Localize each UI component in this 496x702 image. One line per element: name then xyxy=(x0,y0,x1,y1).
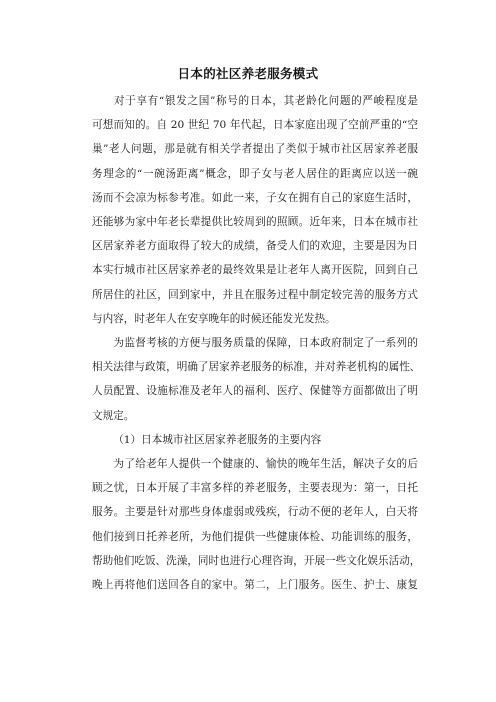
text-line: 与内容，时老年人在安享晚年的时候还能发光发热。 xyxy=(92,312,336,325)
text-line: 可想而知的。自 20 世纪 70 年代起，日本家庭出现了空前严重的“空 xyxy=(92,119,418,132)
paragraph-1 xyxy=(92,89,418,331)
text-line: 文规定。 xyxy=(92,409,135,422)
text-line: 巢”老人问题，那是就有相关学者提出了类似于城市社区居家养老服 xyxy=(92,143,418,156)
document-body xyxy=(92,89,421,597)
text-line: 为了给老年人提供一个健康的、愉快的晚年生活，解决子女的后 xyxy=(113,458,418,471)
text-line: 所居住的社区，回到家中，并且在服务过程中制定较完善的服务方式 xyxy=(92,288,418,301)
text-line: 区居家养老方面取得了较大的成绩，备受人们的欢迎，主要是因为日 xyxy=(92,240,418,253)
paragraph-3 xyxy=(92,452,421,597)
text-line: 为监督考核的方便与服务质量的保障，日本政府制定了一系列的 xyxy=(113,337,418,350)
paragraph-2 xyxy=(92,331,421,428)
section-heading-1 xyxy=(92,428,418,452)
text-line: 晚上再将他们送回各自的家中。第二，上门服务。医生、护士、康复 xyxy=(92,579,418,592)
document-title: 日本的社区养老服务模式 xyxy=(177,66,319,81)
text-line: 相关法律与政策，明确了居家养老服务的标准，并对养老机构的属性、 xyxy=(92,361,421,374)
text-line: 汤而不会凉为标参考准。如此一来，子女在拥有自己的家庭生活时， xyxy=(92,191,418,204)
text-line: 本实行城市社区居家养老的最终效果是让老年人离开医院，回到自己 xyxy=(92,264,418,277)
text-line: 人员配置、设施标准及老年人的福利、医疗、保健等方面都做出了明 xyxy=(92,385,418,398)
text-line: 帮助他们吃饭、洗澡，同时也进行心理咨询，开展一些文化娱乐活动， xyxy=(92,554,421,567)
text-line: 务理念的“一碗汤距离”概念，即子女与老人居住的距离应以送一碗 xyxy=(92,167,418,180)
text-line: 对于享有“银发之国”称号的日本，其老龄化问题的严峻程度是 xyxy=(113,95,418,107)
text-line: 他们接到日托养老所，为他们提供一些健康体检、功能训练的服务， xyxy=(92,530,418,543)
text-line: 还能够为家中年老长辈提供比较周到的照顾。近年来，日本在城市社 xyxy=(92,216,418,229)
text-line: （1）日本城市社区居家养老服务的主要内容 xyxy=(113,433,322,446)
text-line: 顾之忧，日本开展了丰富多样的养老服务，主要表现为：第一，日托 xyxy=(92,482,418,495)
text-line: 服务。主要是针对那些身体虚弱或残疾，行动不便的老年人，白天将 xyxy=(92,506,418,519)
